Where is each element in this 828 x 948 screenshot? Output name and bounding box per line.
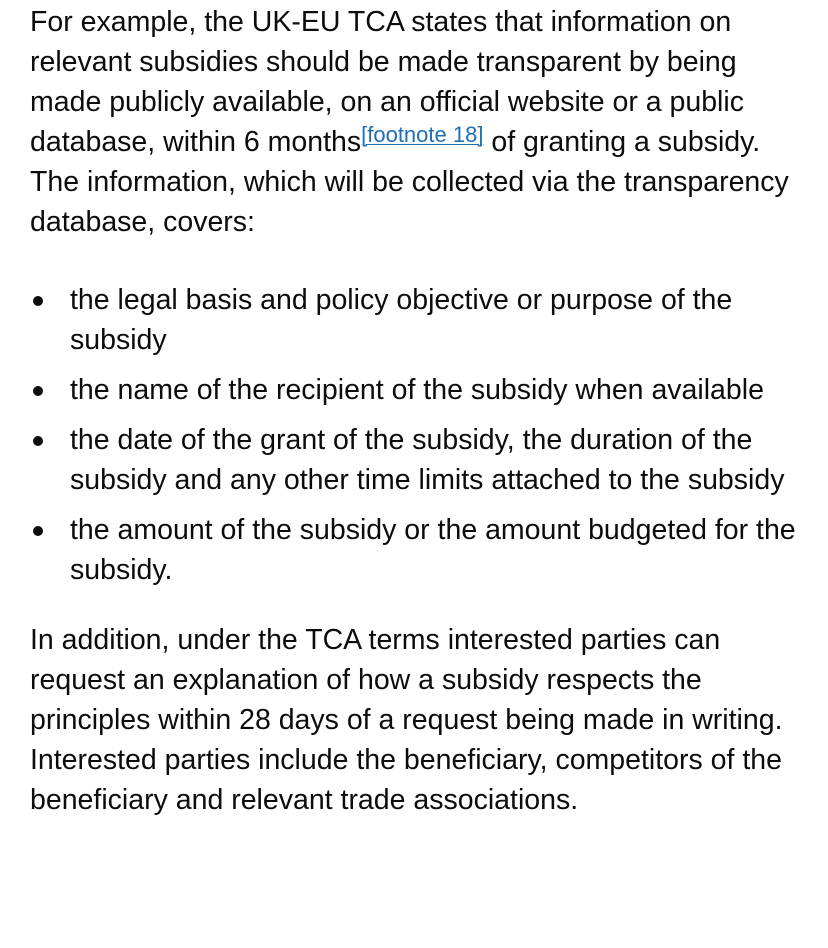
intro-text-before: For example, the UK-EU TCA states that information on relevant subsidies should be made transparent by being made publicly available, on an official website or a public database, within 6 months	[30, 6, 744, 158]
list-item: the legal basis and policy objective or purpose of the subsidy	[30, 280, 810, 360]
document-body	[30, 2, 810, 820]
list-item: the name of the recipient of the subsidy when available	[30, 370, 810, 410]
covered-information-list	[30, 280, 810, 590]
intro-paragraph	[30, 2, 810, 242]
footnote-18-link[interactable]: [footnote 18]	[361, 122, 484, 147]
closing-paragraph: In addition, under the TCA terms interested parties can request an explanation of how a subsidy respects the principles within 28 days of a request being made in writing. Interested parties include the beneficiary, competitors of the beneficiary and relevant trade associations.	[30, 624, 783, 816]
list-item: the date of the grant of the subsidy, the duration of the subsidy and any other time limits attached to the subsidy	[30, 420, 810, 500]
list-item: the amount of the subsidy or the amount budgeted for the subsidy.	[30, 510, 810, 590]
intro-text-after: of granting a subsidy. The information, which will be collected via the transparency database, covers:	[30, 126, 789, 238]
